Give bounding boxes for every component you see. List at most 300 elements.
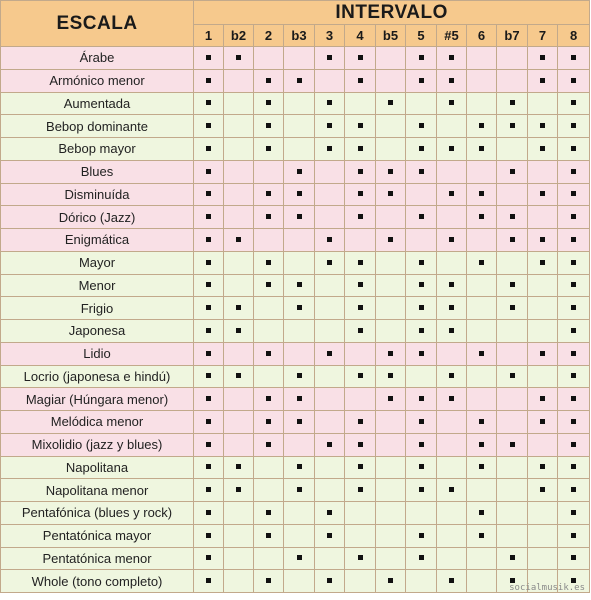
interval-cell (406, 570, 437, 593)
scale-row (1, 274, 590, 297)
interval-cell (224, 47, 254, 70)
scale-row (1, 297, 590, 320)
scale-name: Whole (tono completo) (1, 570, 194, 593)
note-marker (479, 351, 484, 356)
note-marker (419, 55, 424, 60)
interval-cell (497, 524, 528, 547)
interval-cell (437, 69, 467, 92)
interval-cell (406, 524, 437, 547)
note-marker (297, 214, 302, 219)
note-marker (449, 305, 454, 310)
scale-name: Pentatónica menor (1, 547, 194, 570)
interval-cell (406, 92, 437, 115)
interval-cell (406, 183, 437, 206)
interval-cell (345, 524, 376, 547)
interval-cell (224, 456, 254, 479)
note-marker (449, 237, 454, 242)
note-marker (266, 214, 271, 219)
interval-cell (284, 456, 315, 479)
interval-cell (254, 456, 284, 479)
interval-cell (558, 92, 590, 115)
note-marker (388, 100, 393, 105)
interval-cell (345, 342, 376, 365)
interval-cell (467, 570, 497, 593)
scales-body (1, 47, 590, 593)
interval-cell (345, 411, 376, 434)
note-marker (236, 237, 241, 242)
note-marker (449, 373, 454, 378)
interval-cell (284, 433, 315, 456)
interval-cell (437, 411, 467, 434)
interval-cell (315, 456, 345, 479)
note-marker (510, 214, 515, 219)
interval-cell (224, 115, 254, 138)
interval-cell (467, 92, 497, 115)
interval-cell (406, 547, 437, 570)
interval-cell (437, 547, 467, 570)
scale-name: Napolitana (1, 456, 194, 479)
note-marker (358, 191, 363, 196)
interval-cell (315, 47, 345, 70)
interval-cell (497, 433, 528, 456)
interval-cell (437, 183, 467, 206)
note-marker (571, 464, 576, 469)
interval-cell (315, 570, 345, 593)
note-marker (419, 442, 424, 447)
scale-name: Enigmática (1, 229, 194, 252)
scale-name: Bebop dominante (1, 115, 194, 138)
interval-header-cell: 8 (558, 25, 590, 47)
note-marker (206, 464, 211, 469)
note-marker (297, 487, 302, 492)
interval-cell (224, 69, 254, 92)
interval-cell (345, 160, 376, 183)
interval-cell (284, 365, 315, 388)
interval-cell (467, 433, 497, 456)
note-marker (419, 419, 424, 424)
note-marker (419, 214, 424, 219)
interval-cell (345, 206, 376, 229)
note-marker (206, 214, 211, 219)
interval-header-cell: 7 (528, 25, 558, 47)
interval-cell (345, 502, 376, 525)
note-marker (327, 260, 332, 265)
note-marker (206, 260, 211, 265)
interval-cell (437, 320, 467, 343)
interval-cell (254, 47, 284, 70)
note-marker (358, 55, 363, 60)
note-marker (510, 169, 515, 174)
scale-row (1, 479, 590, 502)
interval-cell (558, 69, 590, 92)
interval-cell (284, 388, 315, 411)
interval-cell (497, 502, 528, 525)
note-marker (206, 555, 211, 560)
interval-cell (315, 342, 345, 365)
note-marker (449, 578, 454, 583)
note-marker (327, 510, 332, 515)
scale-row (1, 115, 590, 138)
interval-cell (284, 160, 315, 183)
note-marker (297, 419, 302, 424)
interval-cell (497, 47, 528, 70)
interval-cell (254, 365, 284, 388)
interval-cell (528, 365, 558, 388)
scale-row (1, 502, 590, 525)
interval-cell (376, 274, 406, 297)
interval-cell (528, 160, 558, 183)
interval-cell (284, 115, 315, 138)
note-marker (236, 373, 241, 378)
note-marker (297, 191, 302, 196)
interval-cell (467, 456, 497, 479)
note-marker (419, 351, 424, 356)
interval-cell (528, 320, 558, 343)
interval-cell (528, 411, 558, 434)
note-marker (266, 191, 271, 196)
interval-cell (406, 433, 437, 456)
note-marker (206, 533, 211, 538)
interval-cell (224, 183, 254, 206)
note-marker (206, 55, 211, 60)
scale-row (1, 570, 590, 593)
interval-header-cell: b5 (376, 25, 406, 47)
interval-cell (437, 342, 467, 365)
interval-cell (224, 547, 254, 570)
note-marker (479, 191, 484, 196)
interval-cell (315, 69, 345, 92)
interval-cell (497, 547, 528, 570)
scale-row (1, 229, 590, 252)
note-marker (297, 282, 302, 287)
note-marker (206, 305, 211, 310)
interval-cell (437, 524, 467, 547)
note-marker (297, 78, 302, 83)
note-marker (571, 351, 576, 356)
note-marker (206, 351, 211, 356)
interval-cell (406, 47, 437, 70)
interval-cell (315, 138, 345, 161)
interval-cell (224, 138, 254, 161)
interval-cell (284, 47, 315, 70)
note-marker (419, 123, 424, 128)
note-marker (571, 305, 576, 310)
interval-cell (528, 138, 558, 161)
note-marker (510, 555, 515, 560)
interval-cell (467, 206, 497, 229)
interval-cell (376, 342, 406, 365)
note-marker (358, 282, 363, 287)
interval-cell (254, 433, 284, 456)
intervalo-header: INTERVALO (194, 1, 590, 25)
interval-cell (224, 502, 254, 525)
note-marker (206, 191, 211, 196)
interval-cell (528, 47, 558, 70)
note-marker (266, 442, 271, 447)
interval-cell (345, 115, 376, 138)
interval-cell (406, 411, 437, 434)
interval-cell (437, 570, 467, 593)
note-marker (327, 533, 332, 538)
interval-cell (406, 251, 437, 274)
interval-cell (437, 47, 467, 70)
interval-cell (194, 92, 224, 115)
note-marker (540, 191, 545, 196)
note-marker (266, 146, 271, 151)
interval-cell (406, 274, 437, 297)
interval-cell (406, 138, 437, 161)
interval-cell (284, 411, 315, 434)
interval-cell (558, 502, 590, 525)
scale-name: Pentatónica mayor (1, 524, 194, 547)
scale-name: Disminuída (1, 183, 194, 206)
note-marker (327, 123, 332, 128)
interval-cell (376, 502, 406, 525)
interval-cell (467, 183, 497, 206)
note-marker (449, 487, 454, 492)
note-marker (236, 328, 241, 333)
note-marker (206, 328, 211, 333)
interval-cell (254, 388, 284, 411)
interval-cell (345, 388, 376, 411)
scale-name: Melódica menor (1, 411, 194, 434)
interval-cell (528, 206, 558, 229)
interval-cell (497, 479, 528, 502)
interval-cell (406, 479, 437, 502)
scale-name: Japonesa (1, 320, 194, 343)
interval-cell (406, 206, 437, 229)
note-marker (510, 123, 515, 128)
interval-cell (194, 69, 224, 92)
interval-header-cell: b3 (284, 25, 315, 47)
note-marker (419, 282, 424, 287)
interval-cell (194, 524, 224, 547)
interval-cell (376, 297, 406, 320)
note-marker (540, 146, 545, 151)
interval-cell (558, 47, 590, 70)
interval-cell (284, 547, 315, 570)
interval-cell (224, 479, 254, 502)
interval-cell (437, 274, 467, 297)
interval-cell (345, 47, 376, 70)
note-marker (327, 442, 332, 447)
scale-row (1, 388, 590, 411)
note-marker (236, 305, 241, 310)
interval-cell (194, 411, 224, 434)
interval-cell (284, 69, 315, 92)
interval-cell (194, 47, 224, 70)
interval-cell (315, 183, 345, 206)
scale-name: Dórico (Jazz) (1, 206, 194, 229)
interval-cell (467, 251, 497, 274)
interval-cell (467, 229, 497, 252)
interval-cell (558, 183, 590, 206)
interval-cell (497, 456, 528, 479)
note-marker (540, 464, 545, 469)
interval-cell (315, 160, 345, 183)
interval-cell (284, 342, 315, 365)
interval-cell (558, 479, 590, 502)
scale-row (1, 160, 590, 183)
scale-row (1, 342, 590, 365)
interval-cell (558, 456, 590, 479)
interval-cell (467, 115, 497, 138)
scale-name: Locrio (japonesa e hindú) (1, 365, 194, 388)
note-marker (449, 328, 454, 333)
interval-cell (437, 251, 467, 274)
interval-cell (376, 479, 406, 502)
interval-cell (315, 251, 345, 274)
note-marker (206, 123, 211, 128)
interval-cell (284, 138, 315, 161)
note-marker (571, 169, 576, 174)
note-marker (419, 260, 424, 265)
interval-cell (254, 206, 284, 229)
interval-cell (224, 251, 254, 274)
note-marker (206, 396, 211, 401)
interval-cell (406, 502, 437, 525)
note-marker (571, 396, 576, 401)
note-marker (297, 396, 302, 401)
note-marker (419, 464, 424, 469)
interval-cell (376, 229, 406, 252)
interval-cell (224, 206, 254, 229)
note-marker (540, 237, 545, 242)
note-marker (571, 533, 576, 538)
interval-cell (558, 388, 590, 411)
note-marker (571, 510, 576, 515)
interval-cell (284, 479, 315, 502)
interval-cell (224, 160, 254, 183)
interval-cell (497, 206, 528, 229)
note-marker (571, 55, 576, 60)
scale-row (1, 547, 590, 570)
note-marker (388, 373, 393, 378)
interval-header-cell: 6 (467, 25, 497, 47)
interval-cell (284, 206, 315, 229)
interval-cell (284, 297, 315, 320)
interval-cell (284, 229, 315, 252)
interval-cell (467, 47, 497, 70)
interval-cell (558, 160, 590, 183)
note-marker (206, 487, 211, 492)
note-marker (266, 100, 271, 105)
note-marker (479, 214, 484, 219)
note-marker (479, 464, 484, 469)
interval-cell (467, 411, 497, 434)
note-marker (571, 260, 576, 265)
scale-row (1, 92, 590, 115)
note-marker (297, 305, 302, 310)
note-marker (358, 442, 363, 447)
note-marker (571, 146, 576, 151)
interval-cell (224, 388, 254, 411)
interval-cell (254, 251, 284, 274)
note-marker (327, 578, 332, 583)
interval-cell (467, 524, 497, 547)
interval-cell (558, 115, 590, 138)
interval-cell (254, 411, 284, 434)
note-marker (571, 214, 576, 219)
note-marker (571, 100, 576, 105)
note-marker (419, 533, 424, 538)
note-marker (449, 55, 454, 60)
note-marker (206, 282, 211, 287)
interval-cell (467, 547, 497, 570)
note-marker (419, 487, 424, 492)
note-marker (358, 169, 363, 174)
interval-cell (254, 92, 284, 115)
note-marker (388, 237, 393, 242)
interval-cell (467, 297, 497, 320)
note-marker (540, 55, 545, 60)
interval-cell (497, 274, 528, 297)
interval-cell (437, 479, 467, 502)
interval-cell (376, 115, 406, 138)
note-marker (327, 146, 332, 151)
note-marker (358, 373, 363, 378)
interval-cell (467, 138, 497, 161)
interval-cell (315, 297, 345, 320)
note-marker (236, 464, 241, 469)
interval-cell (528, 547, 558, 570)
note-marker (571, 555, 576, 560)
interval-cell (467, 320, 497, 343)
interval-cell (558, 411, 590, 434)
interval-cell (467, 69, 497, 92)
note-marker (479, 419, 484, 424)
interval-cell (376, 251, 406, 274)
note-marker (327, 237, 332, 242)
interval-cell (558, 251, 590, 274)
interval-cell (497, 138, 528, 161)
note-marker (327, 100, 332, 105)
interval-cell (437, 502, 467, 525)
note-marker (449, 396, 454, 401)
interval-cell (376, 92, 406, 115)
note-marker (571, 487, 576, 492)
interval-cell (345, 365, 376, 388)
interval-cell (558, 138, 590, 161)
interval-cell (284, 320, 315, 343)
interval-cell (284, 92, 315, 115)
scale-row (1, 138, 590, 161)
interval-cell (497, 69, 528, 92)
interval-cell (345, 92, 376, 115)
interval-cell (224, 411, 254, 434)
interval-cell (194, 502, 224, 525)
interval-cell (558, 297, 590, 320)
interval-cell (376, 433, 406, 456)
note-marker (419, 169, 424, 174)
interval-cell (224, 320, 254, 343)
scale-name: Lidio (1, 342, 194, 365)
note-marker (571, 78, 576, 83)
note-marker (206, 237, 211, 242)
note-marker (266, 260, 271, 265)
note-marker (266, 123, 271, 128)
note-marker (419, 305, 424, 310)
interval-cell (497, 388, 528, 411)
note-marker (297, 464, 302, 469)
interval-cell (467, 479, 497, 502)
scale-name: Árabe (1, 47, 194, 70)
note-marker (358, 419, 363, 424)
note-marker (266, 282, 271, 287)
interval-cell (528, 251, 558, 274)
interval-cell (437, 456, 467, 479)
note-marker (266, 533, 271, 538)
